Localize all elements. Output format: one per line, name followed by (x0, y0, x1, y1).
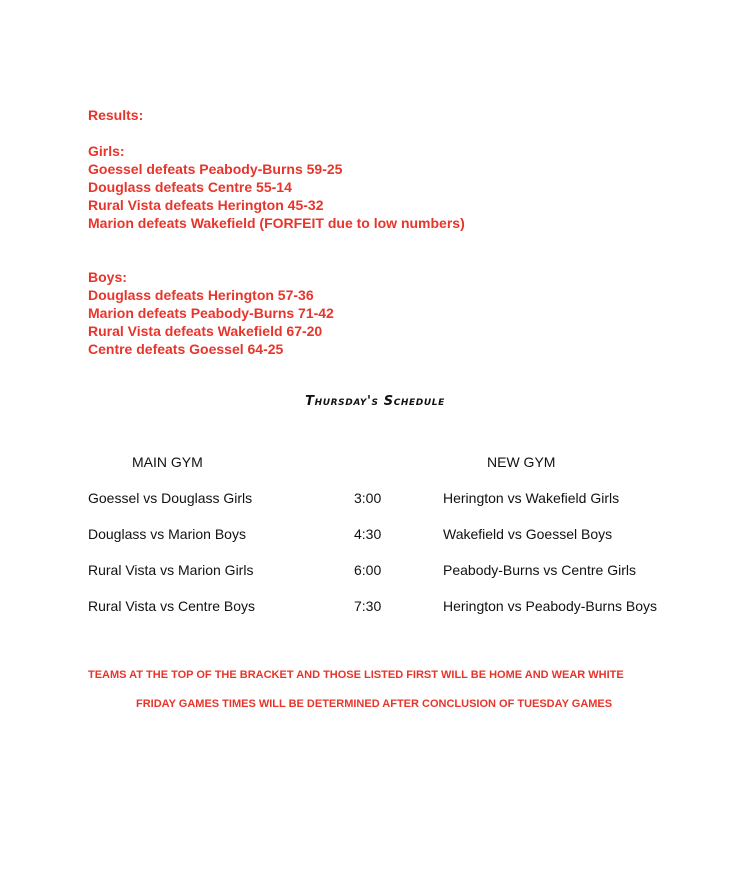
girls-result: Douglass defeats Centre 55-14 (88, 179, 292, 195)
game-time: 4:30 (354, 526, 382, 542)
home-white-note: TEAMS AT THE TOP OF THE BRACKET AND THOSE LISTED FIRST WILL BE HOME AND WEAR WHITE (88, 669, 624, 681)
game-time: 3:00 (354, 490, 382, 506)
new-gym-heading: NEW GYM (487, 454, 556, 470)
game-time: 6:00 (354, 562, 382, 578)
girls-result: Marion defeats Wakefield (FORFEIT due to low numbers) (88, 215, 465, 231)
results-heading: Results: (88, 107, 144, 123)
main-gym-game: Rural Vista vs Centre Boys (88, 598, 256, 614)
new-gym-game: Herington vs Wakefield Girls (443, 490, 620, 506)
boys-result: Marion defeats Peabody-Burns 71-42 (88, 305, 334, 321)
new-gym-game: Peabody-Burns vs Centre Girls (443, 562, 636, 578)
main-gym-game: Goessel vs Douglass Girls (88, 490, 253, 506)
boys-result: Centre defeats Goessel 64-25 (88, 341, 284, 357)
main-gym-heading: MAIN GYM (132, 454, 203, 470)
results-section (88, 106, 465, 358)
main-gym-game: Douglass vs Marion Boys (88, 526, 246, 542)
boys-result: Douglass defeats Herington 57-36 (88, 287, 314, 303)
main-gym-game: Rural Vista vs Marion Girls (88, 562, 254, 578)
schedule-title: Thursday's Schedule (305, 394, 445, 409)
new-gym-game: Herington vs Peabody-Burns Boys (443, 598, 657, 614)
girls-result: Goessel defeats Peabody-Burns 59-25 (88, 161, 343, 177)
girls-label: Girls: (88, 143, 125, 159)
game-time: 7:30 (354, 598, 382, 614)
boys-label: Boys: (88, 269, 127, 285)
girls-result: Rural Vista defeats Herington 45-32 (88, 197, 324, 213)
new-gym-game: Wakefield vs Goessel Boys (443, 526, 613, 542)
boys-result: Rural Vista defeats Wakefield 67-20 (88, 323, 323, 339)
friday-note: FRIDAY GAMES TIMES WILL BE DETERMINED AFTER CONCLUSION OF TUESDAY GAMES (136, 698, 613, 710)
